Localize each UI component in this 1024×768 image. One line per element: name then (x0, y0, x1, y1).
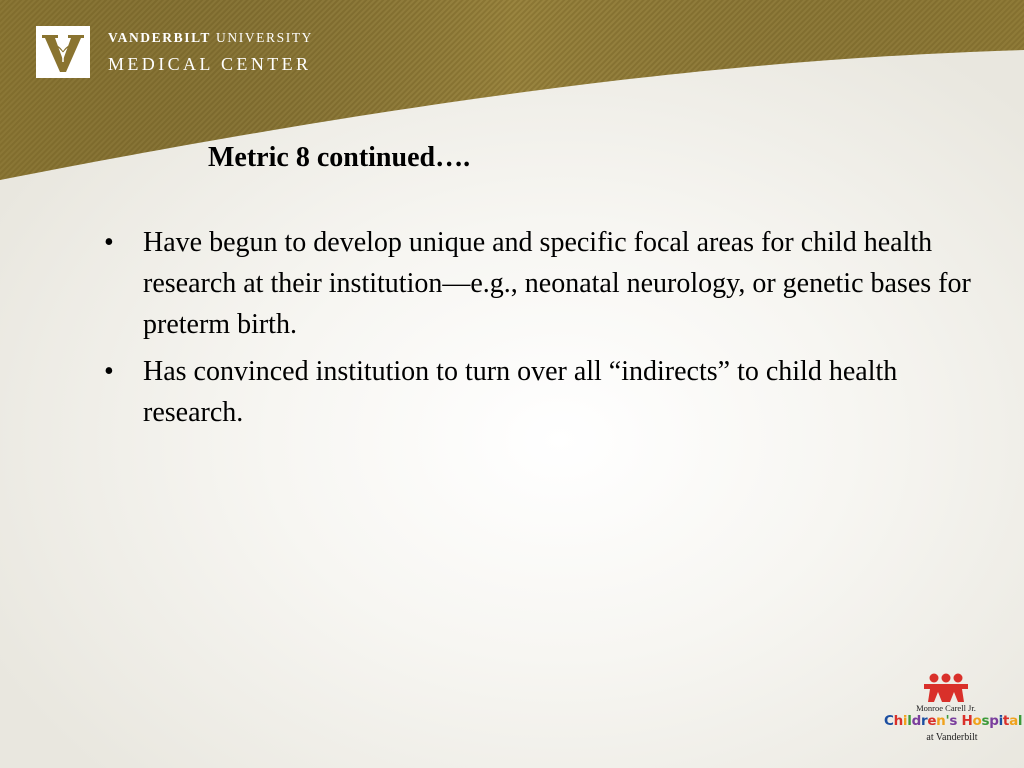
bullet-text: Have begun to develop unique and specific focal areas for child health research at their institution—e.g., neonatal neurology, or genetic bases for preterm birth. (143, 227, 971, 340)
slide-title: Metric 8 continued…. (208, 142, 471, 173)
brand-subtitle: MEDICAL CENTER (108, 54, 312, 74)
brand-rest: UNIVERSITY (216, 30, 314, 45)
childrens-hospital-logo (884, 672, 1023, 752)
brand-bold: VANDERBILT (108, 30, 212, 45)
bullet-icon: • (104, 356, 114, 387)
childrens-hospital-name: Children's Hospital (884, 713, 1023, 729)
children-figures-icon (884, 672, 1008, 704)
bullet-item (104, 351, 994, 433)
bullet-icon: • (104, 227, 114, 258)
childrens-hospital-top-line: Monroe Carell Jr. (916, 703, 976, 713)
brand-name (108, 30, 313, 46)
childrens-hospital-bottom-line: at Vanderbilt (926, 732, 978, 743)
bullet-text: Has convinced institution to turn over all “indirects” to child health research. (143, 356, 898, 428)
vanderbilt-logo-icon (36, 26, 90, 78)
bullet-item (104, 222, 994, 345)
bullet-list (104, 222, 994, 439)
